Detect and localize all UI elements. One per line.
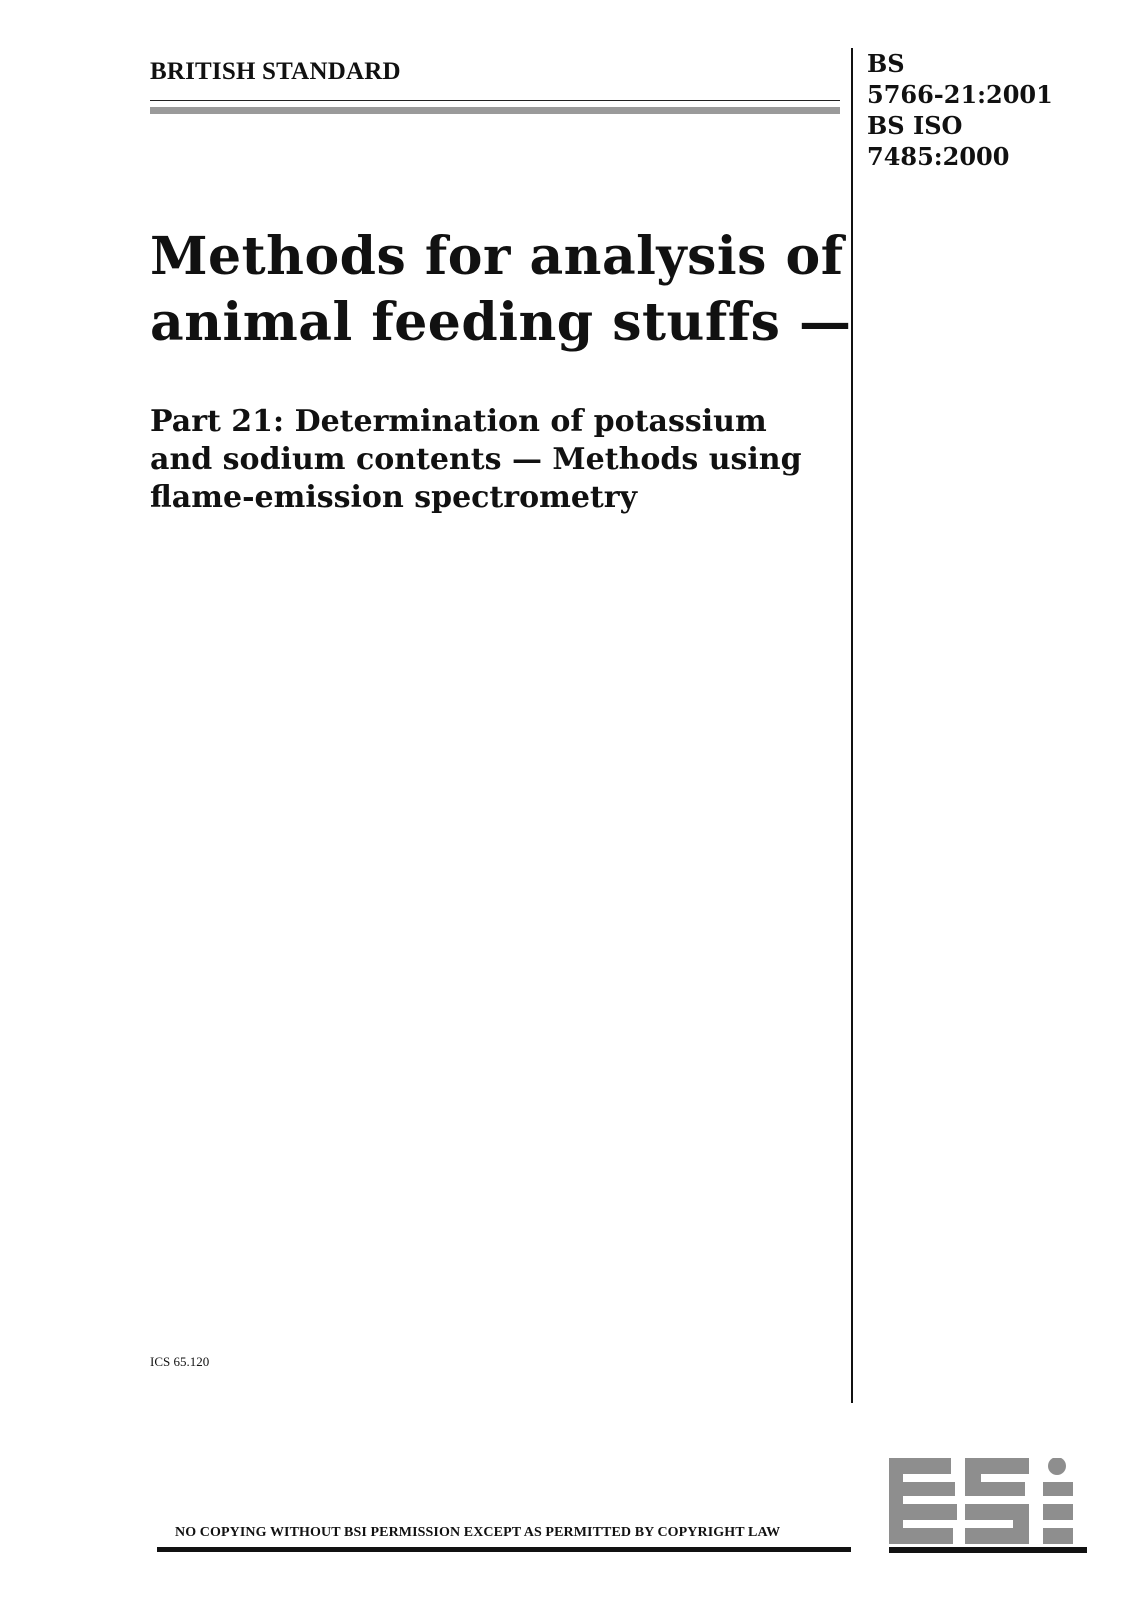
standard-number-line: 7485:2000: [867, 142, 1010, 171]
bsi-logo-mark: [889, 1458, 1087, 1553]
footer-rule: [157, 1547, 851, 1552]
part-title-line: flame-emission spectrometry: [150, 480, 638, 515]
part-title-line: and sodium contents — Methods using: [150, 442, 802, 477]
document-title: [150, 224, 850, 356]
bsi-logo: [889, 1458, 1087, 1553]
vertical-divider: [851, 48, 853, 1403]
standard-numbers: [867, 48, 1053, 172]
standard-type-label: BRITISH STANDARD: [150, 58, 401, 85]
header-thick-rule: [150, 107, 840, 114]
part-title: [150, 403, 850, 517]
part-title-line: Part 21: Determination of potassium: [150, 404, 767, 439]
standard-number-line: BS: [867, 49, 905, 78]
title-line: Methods for analysis of: [150, 226, 844, 287]
standard-number-line: 5766-21:2001: [867, 80, 1053, 109]
copyright-notice: NO COPYING WITHOUT BSI PERMISSION EXCEPT AS PERMITTED BY COPYRIGHT LAW: [175, 1525, 781, 1540]
ics-code: ICS 65.120: [150, 1354, 210, 1369]
standard-number-line: BS ISO: [867, 111, 963, 140]
header-thin-rule: [150, 100, 840, 101]
title-line: animal feeding stuffs —: [150, 292, 852, 353]
